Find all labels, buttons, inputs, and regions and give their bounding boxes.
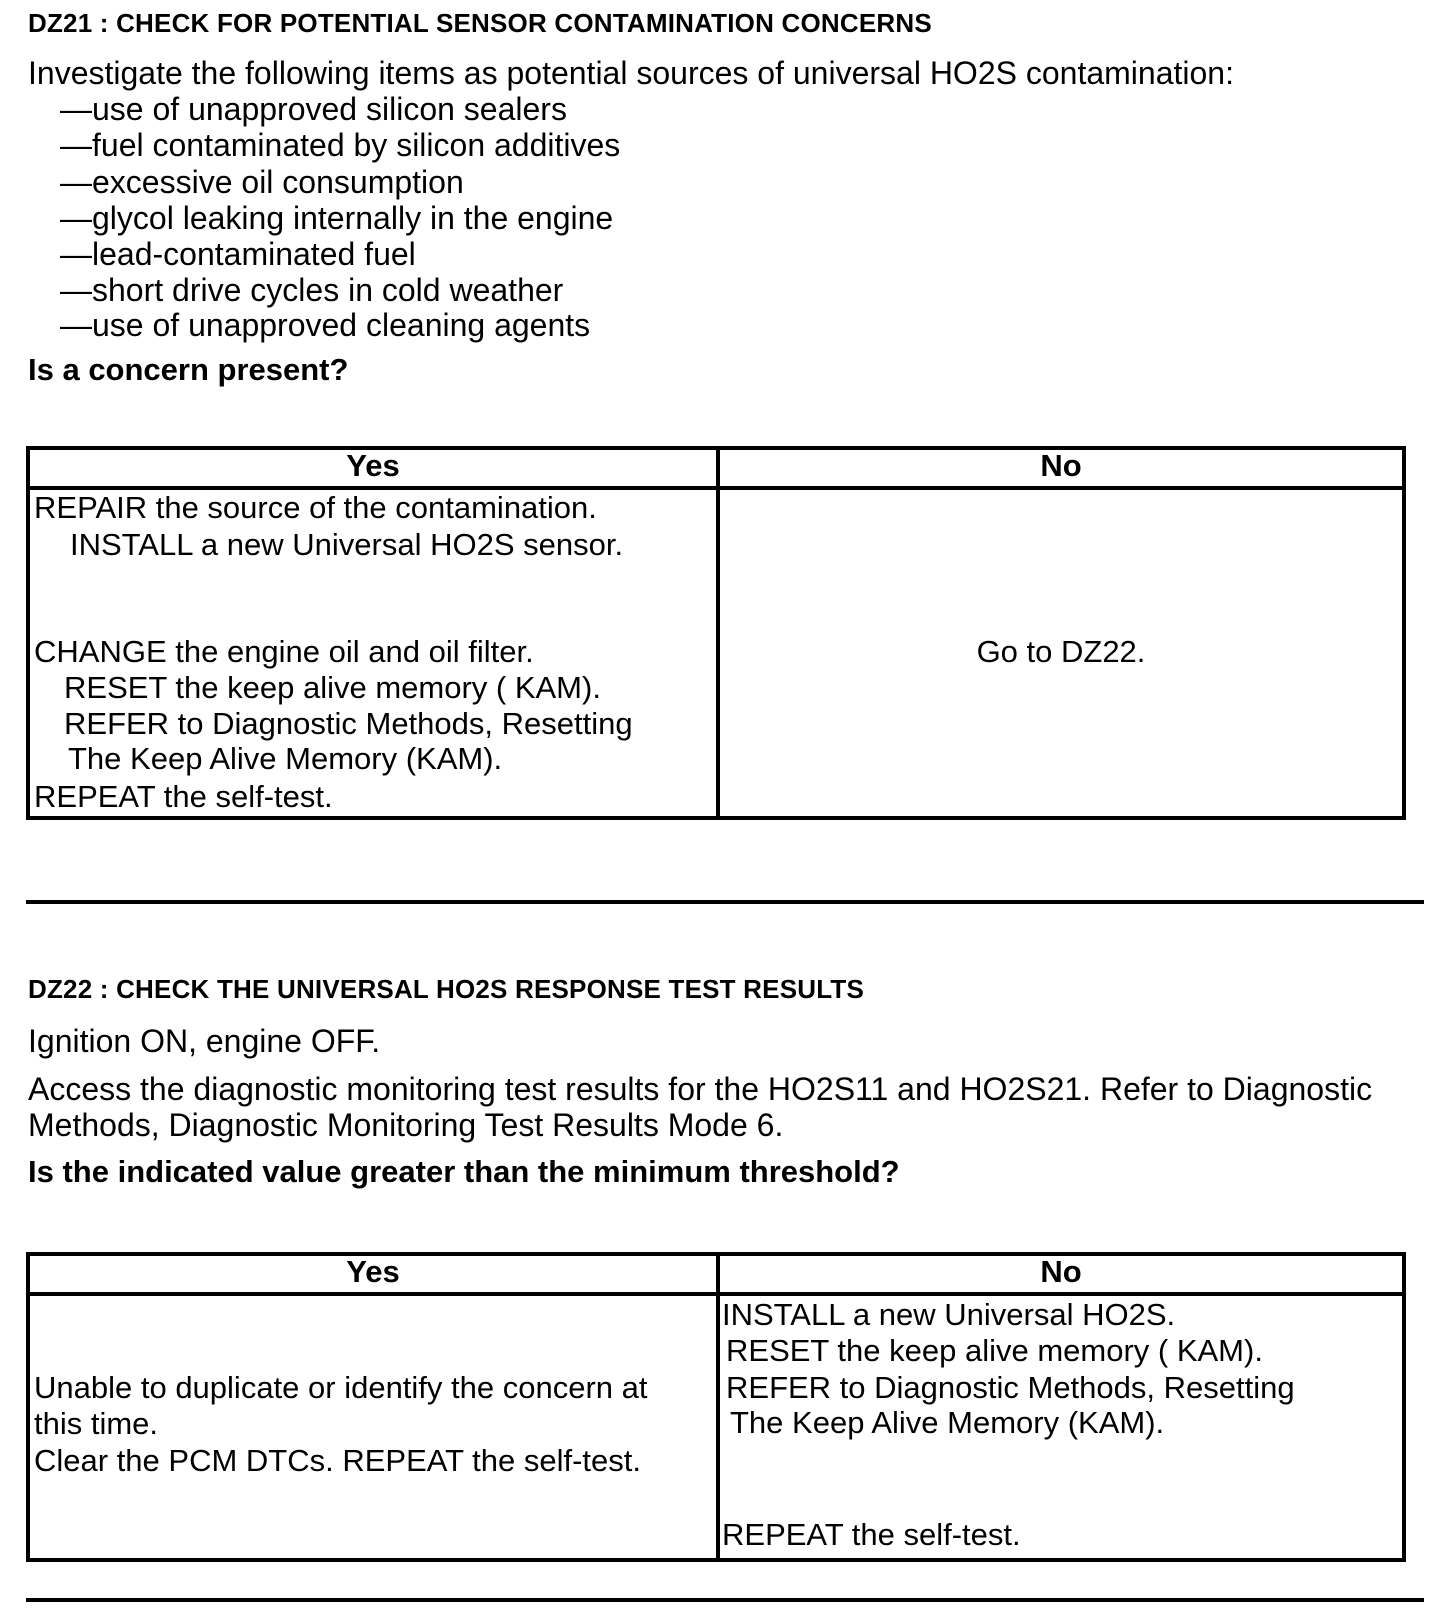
yes-column-header: Yes <box>346 448 400 483</box>
dz22-line2b: Methods, Diagnostic Monitoring Test Results Mode 6. <box>28 1107 784 1143</box>
yes-cell-line: RESET the keep alive memory ( KAM). <box>64 670 601 705</box>
no-cell-line: REPEAT the self-test. <box>722 1517 1021 1552</box>
no-cell-line: RESET the keep alive memory ( KAM). <box>726 1333 1263 1368</box>
no-cell-text: Go to DZ22. <box>976 634 1146 669</box>
list-item: —lead-contaminated fuel <box>60 236 416 272</box>
no-column-header: No <box>1040 448 1082 483</box>
dz22-line1: Ignition ON, engine OFF. <box>28 1023 381 1059</box>
list-item: —fuel contaminated by silicon additives <box>60 127 621 163</box>
list-item: —glycol leaking internally in the engine <box>60 200 614 236</box>
yes-cell-line: INSTALL a new Universal HO2S sensor. <box>70 527 624 562</box>
yes-column-header: Yes <box>346 1254 400 1289</box>
column-divider <box>716 1252 720 1562</box>
dz21-question: Is a concern present? <box>28 352 349 387</box>
yes-cell-line: Unable to duplicate or identify the concern at <box>34 1370 648 1405</box>
list-item: —excessive oil consumption <box>60 164 464 200</box>
no-column-header: No <box>1040 1254 1082 1289</box>
yes-cell-line: this time. <box>34 1406 159 1441</box>
list-item: —use of unapproved cleaning agents <box>60 307 591 343</box>
dz22-question: Is the indicated value greater than the minimum threshold? <box>28 1154 900 1189</box>
no-cell-line: REFER to Diagnostic Methods, Resetting <box>726 1370 1295 1405</box>
yes-cell-line: REFER to Diagnostic Methods, Resetting <box>64 706 633 741</box>
yes-cell-line: Clear the PCM DTCs. REPEAT the self-test. <box>34 1443 641 1478</box>
no-cell-line: The Keep Alive Memory (KAM). <box>730 1405 1165 1440</box>
section-divider <box>26 900 1424 904</box>
dz21-intro: Investigate the following items as potential sources of universal HO2S contamination: <box>28 55 1234 91</box>
yes-cell-line: REPEAT the self-test. <box>34 779 333 814</box>
list-item: —short drive cycles in cold weather <box>60 272 564 308</box>
yes-cell-line: The Keep Alive Memory (KAM). <box>68 741 503 776</box>
header-divider <box>26 1292 1406 1296</box>
section-divider <box>26 1598 1424 1602</box>
dz22-line2a: Access the diagnostic monitoring test results for the HO2S11 and HO2S21. Refer to Diagnostic <box>28 1071 1373 1107</box>
dz22-title: DZ22 : CHECK THE UNIVERSAL HO2S RESPONSE TEST RESULTS <box>28 974 864 1004</box>
dz21-title: DZ21 : CHECK FOR POTENTIAL SENSOR CONTAMINATION CONCERNS <box>28 8 932 38</box>
no-cell-line: INSTALL a new Universal HO2S. <box>722 1297 1176 1332</box>
list-item: —use of unapproved silicon sealers <box>60 91 567 127</box>
yes-cell-line: REPAIR the source of the contamination. <box>34 490 597 525</box>
yes-cell-line: CHANGE the engine oil and oil filter. <box>34 634 534 669</box>
